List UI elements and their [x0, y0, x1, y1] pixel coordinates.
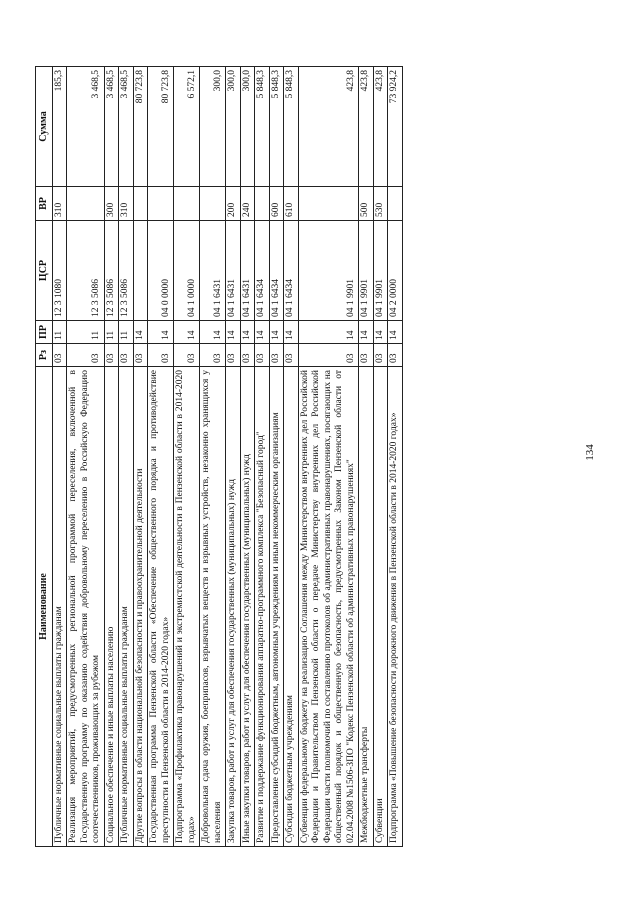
- header-pr: ПР: [36, 321, 53, 344]
- header-name: Наименование: [36, 367, 53, 847]
- cell-sum: 300,0: [240, 67, 255, 187]
- cell-csr: 04 1 9901: [373, 221, 388, 321]
- header-csr: ЦСР: [36, 221, 53, 321]
- cell-pr: 14: [269, 321, 284, 344]
- cell-csr: 04 0 0000: [148, 221, 174, 321]
- cell-rz: 03: [269, 344, 284, 367]
- cell-vr: [174, 187, 200, 221]
- cell-sum: 185,3: [52, 67, 67, 187]
- cell-sum: 423,8: [359, 67, 374, 187]
- cell-vr: [133, 187, 148, 221]
- cell-vr: [388, 187, 403, 221]
- cell-pr: 14: [298, 321, 359, 344]
- cell-pr: 14: [148, 321, 174, 344]
- table-row: [359, 67, 374, 847]
- cell-name: Развитие и поддержание функционирования аппаратно-программного комплекса "Безопасный город": [255, 367, 270, 847]
- cell-name: Предоставление субсидий бюджетным, автономным учреждениям и иным некоммерческим организациям: [269, 367, 284, 847]
- table-row: [67, 67, 105, 847]
- cell-name: Субсидии бюджетным учреждениям: [284, 367, 299, 847]
- cell-sum: 3 468,5: [67, 67, 105, 187]
- table-header-row: [36, 67, 53, 847]
- cell-csr: 04 1 6434: [255, 221, 270, 321]
- header-sum: Сумма: [36, 67, 53, 187]
- cell-pr: 14: [255, 321, 270, 344]
- cell-pr: 11: [104, 321, 119, 344]
- cell-sum: 73 924,2: [388, 67, 403, 187]
- cell-rz: 03: [226, 344, 241, 367]
- cell-pr: 14: [133, 321, 148, 344]
- cell-csr: 04 1 0000: [174, 221, 200, 321]
- cell-sum: 80 723,8: [148, 67, 174, 187]
- cell-vr: 200: [226, 187, 241, 221]
- cell-csr: 04 1 6431: [240, 221, 255, 321]
- cell-vr: 310: [52, 187, 67, 221]
- cell-sum: 3 468,5: [104, 67, 119, 187]
- cell-csr: 12 3 5086: [67, 221, 105, 321]
- cell-rz: 03: [174, 344, 200, 367]
- table-row: [240, 67, 255, 847]
- cell-sum: 6 572,1: [174, 67, 200, 187]
- table-row: [298, 67, 359, 847]
- cell-vr: [148, 187, 174, 221]
- cell-vr: 530: [373, 187, 388, 221]
- table-row: [148, 67, 174, 847]
- cell-name: Субвенции федеральному бюджету на реализацию Соглашения между Министерством внутренних дел Российской Федерации и Правительством Пензенской области о передаче Министерству внутренних дел Российской Федерации части полномочий по составлению протоколов об административных правонарушениях, посягающих на общественный порядок и общественную безопасность, предусмотренных Законом Пензенской области от 02.04.2008 №1506-ЗПО "Кодекс Пензенской области об административных правонарушениях": [298, 367, 359, 847]
- cell-rz: 03: [388, 344, 403, 367]
- cell-vr: [67, 187, 105, 221]
- cell-name: Субвенции: [373, 367, 388, 847]
- cell-pr: 14: [226, 321, 241, 344]
- cell-sum: 300,0: [200, 67, 226, 187]
- cell-name: Подпрограмма «Повышение безопасности дорожного движения в Пензенской области в 2014-2020 годах»: [388, 367, 403, 847]
- table-body: [52, 67, 402, 847]
- cell-csr: 04 2 0000: [388, 221, 403, 321]
- cell-pr: 14: [359, 321, 374, 344]
- cell-name: Подпрограмма «Профилактика правонарушений и экстремистской деятельности в Пензенской области в 2014-2020 годах»: [174, 367, 200, 847]
- cell-name: Публичные нормативные социальные выплаты гражданам: [52, 367, 67, 847]
- cell-csr: 04 1 9901: [298, 221, 359, 321]
- cell-csr: 04 1 6434: [284, 221, 299, 321]
- cell-name: Реализация мероприятий, предусмотренных региональной программой переселения, включенной в Государственную программу по оказанию содействия добровольному переселению в Российскую Федерацию соотечественников, проживающих за рубежом: [67, 367, 105, 847]
- cell-sum: 5 848,3: [269, 67, 284, 187]
- table-row: [119, 67, 134, 847]
- cell-pr: 14: [284, 321, 299, 344]
- cell-sum: 5 848,3: [284, 67, 299, 187]
- cell-vr: 600: [269, 187, 284, 221]
- table-row: [255, 67, 270, 847]
- cell-csr: 04 1 6434: [269, 221, 284, 321]
- cell-rz: 03: [359, 344, 374, 367]
- budget-table: [35, 66, 403, 847]
- table-row: [174, 67, 200, 847]
- cell-pr: 14: [373, 321, 388, 344]
- cell-pr: 11: [119, 321, 134, 344]
- cell-vr: 300: [104, 187, 119, 221]
- cell-rz: 03: [373, 344, 388, 367]
- cell-sum: 3 468,5: [119, 67, 134, 187]
- cell-vr: 310: [119, 187, 134, 221]
- cell-csr: 12 3 1080: [52, 221, 67, 321]
- cell-name: Добровольная сдача оружия, боеприпасов, взрывчатых веществ и взрывных устройств, незаконно хранящихся у населения: [200, 367, 226, 847]
- cell-rz: 03: [298, 344, 359, 367]
- cell-rz: 03: [67, 344, 105, 367]
- page-number: 134: [584, 444, 596, 461]
- cell-name: Публичные нормативные социальные выплаты гражданам: [119, 367, 134, 847]
- cell-rz: 03: [255, 344, 270, 367]
- cell-name: Другие вопросы в области национальной безопасности и правоохранительной деятельности: [133, 367, 148, 847]
- cell-vr: 240: [240, 187, 255, 221]
- cell-sum: 423,8: [298, 67, 359, 187]
- cell-rz: 03: [200, 344, 226, 367]
- table-row: [133, 67, 148, 847]
- cell-csr: 04 1 9901: [359, 221, 374, 321]
- cell-pr: 11: [67, 321, 105, 344]
- table-row: [284, 67, 299, 847]
- table-row: [269, 67, 284, 847]
- cell-name: Закупка товаров, работ и услуг для обеспечения государственных (муниципальных) нужд: [226, 367, 241, 847]
- cell-rz: 03: [148, 344, 174, 367]
- cell-vr: [298, 187, 359, 221]
- cell-sum: 5 848,3: [255, 67, 270, 187]
- cell-csr: [133, 221, 148, 321]
- cell-rz: 03: [240, 344, 255, 367]
- cell-vr: [200, 187, 226, 221]
- cell-csr: 04 1 6431: [226, 221, 241, 321]
- cell-rz: 03: [52, 344, 67, 367]
- cell-name: Государственная программа Пензенской области «Обеспечение общественного порядка и противодействие преступности в Пензенской области в 2014-2020 годах»: [148, 367, 174, 847]
- cell-pr: 14: [174, 321, 200, 344]
- cell-rz: 03: [104, 344, 119, 367]
- cell-name: Межбюджетные трансферты: [359, 367, 374, 847]
- cell-vr: [255, 187, 270, 221]
- table-row: [200, 67, 226, 847]
- cell-rz: 03: [284, 344, 299, 367]
- cell-vr: 610: [284, 187, 299, 221]
- cell-name: Социальное обеспечение и иные выплаты населению: [104, 367, 119, 847]
- table-row: [388, 67, 403, 847]
- cell-pr: 14: [200, 321, 226, 344]
- cell-pr: 14: [388, 321, 403, 344]
- cell-pr: 11: [52, 321, 67, 344]
- cell-sum: 300,0: [226, 67, 241, 187]
- cell-csr: 04 1 6431: [200, 221, 226, 321]
- cell-csr: 12 3 5086: [104, 221, 119, 321]
- table-row: [52, 67, 67, 847]
- table-row: [104, 67, 119, 847]
- table-row: [226, 67, 241, 847]
- header-vr: ВР: [36, 187, 53, 221]
- cell-rz: 03: [119, 344, 134, 367]
- table-row: [373, 67, 388, 847]
- header-rz: Рз: [36, 344, 53, 367]
- cell-pr: 14: [240, 321, 255, 344]
- cell-sum: 423,8: [373, 67, 388, 187]
- cell-csr: 12 3 5086: [119, 221, 134, 321]
- cell-rz: 03: [133, 344, 148, 367]
- cell-name: Иные закупки товаров, работ и услуг для обеспечения государственных (муниципальных) нужд: [240, 367, 255, 847]
- cell-vr: 500: [359, 187, 374, 221]
- cell-sum: 80 723,8: [133, 67, 148, 187]
